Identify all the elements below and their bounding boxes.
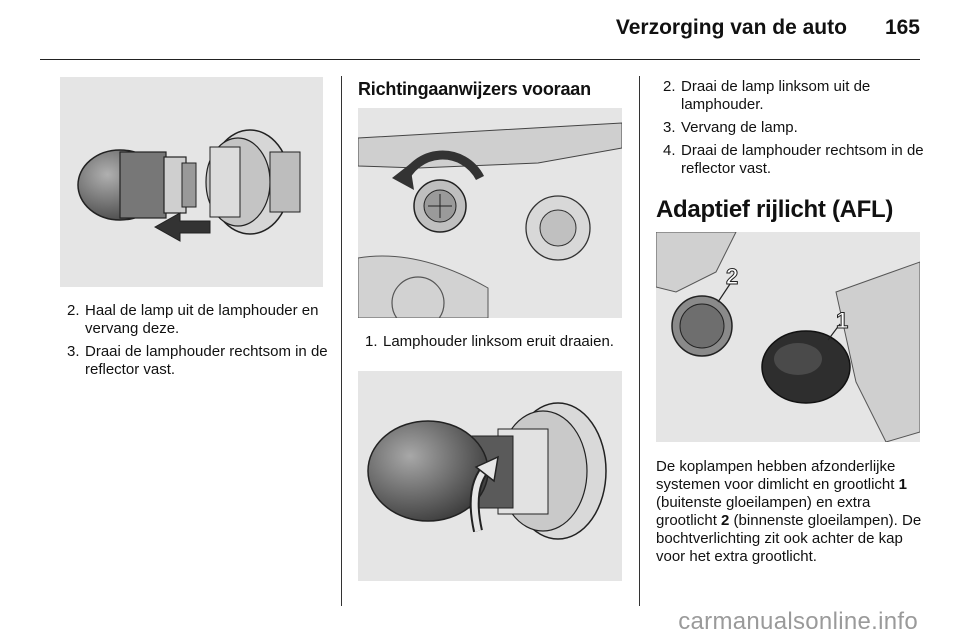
steps-list-col1 bbox=[60, 302, 330, 384]
header-rule bbox=[40, 59, 920, 60]
list-item: 3. Draai de lamphouder rechtsom in de reflector vast. bbox=[67, 343, 328, 378]
section-heading-indicators: Richtingaanwijzers vooraan bbox=[358, 79, 591, 99]
list-item: 1. Lamphouder linksom eruit draaien. bbox=[365, 333, 614, 350]
steps-list-col2 bbox=[358, 333, 628, 356]
list-item: 4. Draai de lamphouder rechtsom in de reflector vast. bbox=[663, 142, 924, 177]
page-header bbox=[616, 16, 920, 40]
afl-headlamp-illustration bbox=[656, 232, 920, 442]
list-item: 3. Vervang de lamp. bbox=[663, 119, 798, 136]
steps-list-col3 bbox=[656, 78, 926, 183]
list-item: 2. Haal de lamp uit de lamphouder en vervang deze. bbox=[67, 302, 319, 337]
figure-indicator-bulb bbox=[358, 371, 622, 581]
section-title: Verzorging van de auto bbox=[615, 16, 847, 39]
bulb-removal-illustration bbox=[60, 77, 323, 287]
column-divider bbox=[639, 76, 640, 606]
indicator-holder-illustration bbox=[358, 108, 622, 318]
callout-1: 1 bbox=[836, 308, 849, 333]
indicator-bulb-illustration bbox=[358, 371, 622, 581]
column-divider bbox=[341, 76, 342, 606]
figure-indicator-holder bbox=[358, 108, 622, 318]
section-heading-afl: Adaptief rijlicht (AFL) bbox=[656, 196, 894, 223]
figure-bulb-removal bbox=[60, 77, 323, 287]
watermark: carmanualsonline.info bbox=[678, 608, 918, 635]
figure-afl-headlamp bbox=[656, 232, 920, 442]
list-item: 2. Draai de lamp linksom uit de lamphouder. bbox=[663, 78, 871, 113]
callout-2: 2 bbox=[726, 264, 739, 289]
afl-description: De koplampen hebben afzonderlijke systemen voor dimlicht en grootlicht 1 (buitenste gloeilampen) en extra grootlicht 2 (binnenste gloeilampen). De bochtverlichting zit ook achter de kap voor het extra grootlicht. bbox=[656, 458, 922, 565]
page-number: 165 bbox=[884, 16, 920, 39]
